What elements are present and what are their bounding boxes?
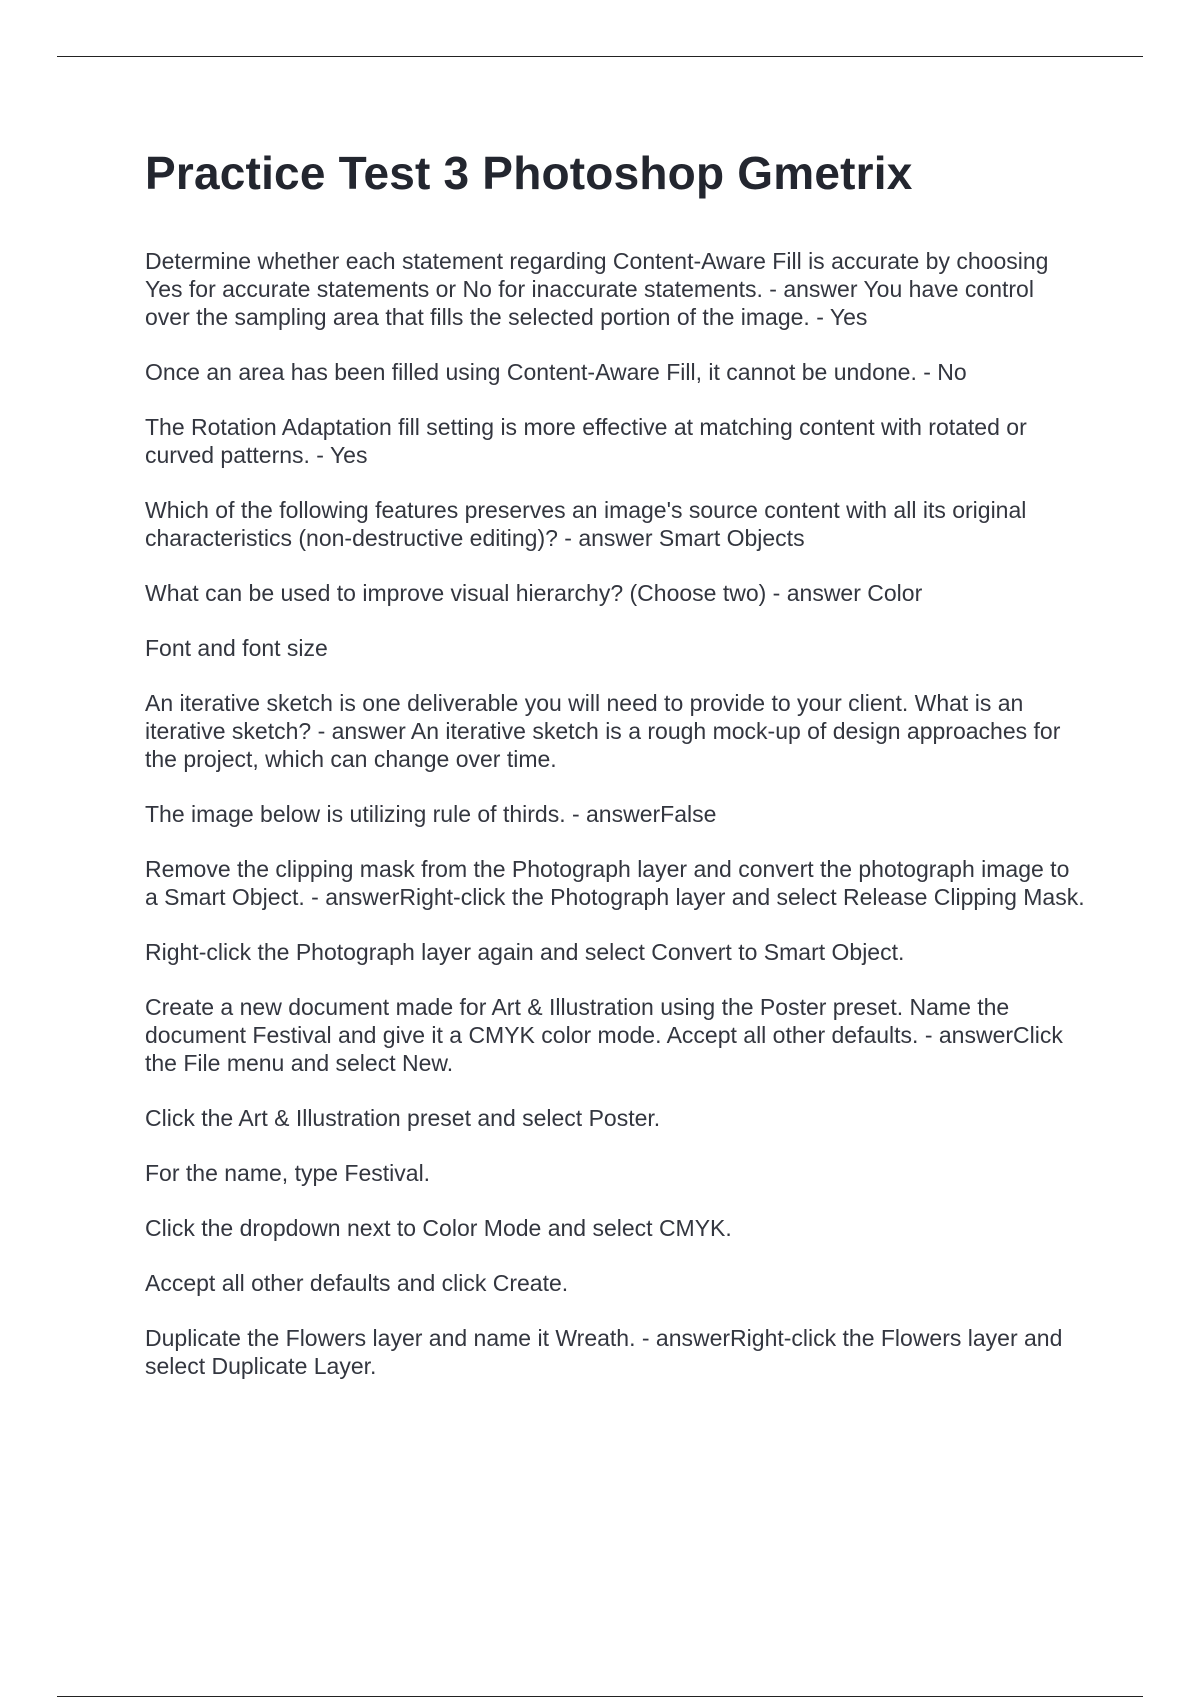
paragraph: Accept all other defaults and click Create. xyxy=(145,1270,569,1296)
document-body xyxy=(145,145,1085,1407)
paragraph: Click the Art & Illustration preset and select Poster. xyxy=(145,1105,661,1131)
paragraph: For the name, type Festival. xyxy=(145,1160,431,1186)
paragraph: Create a new document made for Art & Illustration using the Poster preset. Name the document Festival and give it a CMYK color mode. Accept all other defaults. - answerClick the File menu and select New. xyxy=(145,994,1063,1076)
paragraph: Determine whether each statement regarding Content-Aware Fill is accurate by choosing Yes for accurate statements or No for inaccurate statements. - answer You have control over the sampling area that fills the selected portion of the image. - Yes xyxy=(145,248,1049,330)
paragraph: What can be used to improve visual hierarchy? (Choose two) - answer Color xyxy=(145,580,923,606)
paragraph: Click the dropdown next to Color Mode and select CMYK. xyxy=(145,1215,732,1241)
paragraph: Which of the following features preserves an image's source content with all its original characteristics (non-destructive editing)? - answer Smart Objects xyxy=(145,497,1027,551)
paragraph: The image below is utilizing rule of thirds. - answerFalse xyxy=(145,801,717,827)
paragraph: An iterative sketch is one deliverable you will need to provide to your client. What is an iterative sketch? - answer An iterative sketch is a rough mock-up of design approaches for the project, which can change over time. xyxy=(145,690,1061,772)
paragraph: Font and font size xyxy=(145,635,328,661)
bottom-divider xyxy=(57,1696,1143,1697)
paragraph: Remove the clipping mask from the Photograph layer and convert the photograph image to a Smart Object. - answerRight-click the Photograph layer and select Release Clipping Mask. xyxy=(145,856,1085,910)
paragraph: Once an area has been filled using Content-Aware Fill, it cannot be undone. - No xyxy=(145,359,967,385)
page-title: Practice Test 3 Photoshop Gmetrix xyxy=(145,147,913,199)
top-divider xyxy=(57,56,1143,57)
paragraph: Right-click the Photograph layer again and select Convert to Smart Object. xyxy=(145,939,905,965)
paragraph-list xyxy=(145,247,1085,1380)
paragraph: The Rotation Adaptation fill setting is more effective at matching content with rotated or curved patterns. - Yes xyxy=(145,414,1027,468)
paragraph: Duplicate the Flowers layer and name it Wreath. - answerRight-click the Flowers layer and select Duplicate Layer. xyxy=(145,1325,1063,1379)
